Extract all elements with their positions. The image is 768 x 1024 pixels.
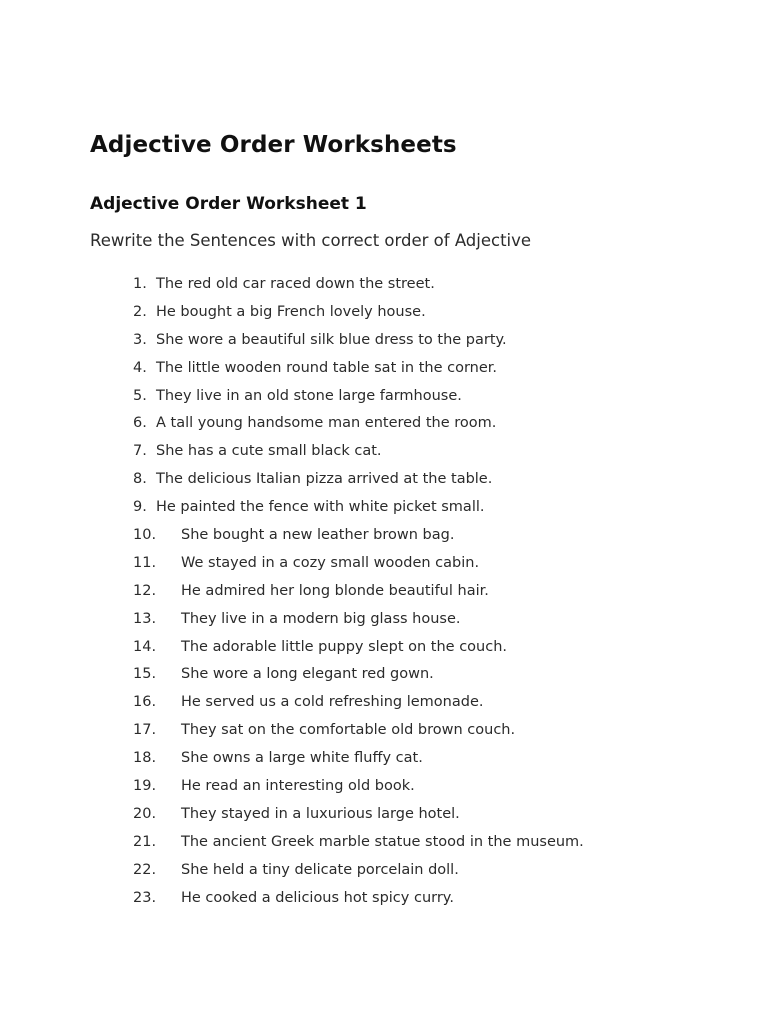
list-item [0, 525, 768, 553]
item-number: 20. [133, 805, 157, 822]
item-number: 11. [133, 554, 157, 571]
list-item [0, 386, 768, 414]
item-number: 14. [133, 638, 157, 655]
list-item [0, 274, 768, 302]
sentence-list [0, 274, 768, 915]
item-number: 19. [133, 778, 157, 795]
item-text: She held a tiny delicate porcelain doll. [181, 861, 459, 878]
list-item [0, 664, 768, 692]
item-number: 13. [133, 610, 157, 627]
item-text: We stayed in a cozy small wooden cabin. [181, 554, 480, 571]
item-text: They stayed in a luxurious large hotel. [181, 805, 460, 822]
page-title: Adjective Order Worksheets [90, 132, 457, 158]
item-number: 8. [133, 471, 147, 488]
list-item [0, 637, 768, 665]
list-item [0, 553, 768, 581]
item-text: The ancient Greek marble statue stood in the museum. [181, 833, 584, 850]
item-number: 23. [133, 889, 157, 906]
item-text: She bought a new leather brown bag. [181, 527, 455, 544]
item-text: He bought a big French lovely house. [156, 303, 426, 320]
item-number: 9. [133, 499, 147, 516]
item-text: The red old car raced down the street. [156, 276, 435, 292]
item-text: They live in a modern big glass house. [181, 610, 461, 627]
item-text: He admired her long blonde beautiful hair. [181, 582, 489, 599]
list-item [0, 469, 768, 497]
item-text: The delicious Italian pizza arrived at the table. [156, 471, 493, 488]
list-item [0, 441, 768, 469]
list-item [0, 804, 768, 832]
list-item [0, 497, 768, 525]
list-item [0, 832, 768, 860]
item-number: 22. [133, 861, 157, 878]
list-item [0, 581, 768, 609]
item-text: He painted the fence with white picket small. [156, 499, 485, 516]
item-number: 17. [133, 722, 157, 739]
item-number: 1. [133, 276, 147, 292]
item-text: He served us a cold refreshing lemonade. [181, 694, 484, 711]
item-number: 2. [133, 303, 147, 320]
instructions-text: Rewrite the Sentences with correct order of Adjective [90, 231, 532, 250]
item-text: She wore a beautiful silk blue dress to the party. [156, 331, 507, 348]
list-item [0, 888, 768, 916]
item-number: 16. [133, 694, 157, 711]
list-item [0, 860, 768, 888]
item-text: A tall young handsome man entered the room. [156, 415, 497, 432]
list-item [0, 358, 768, 386]
item-number: 10. [133, 527, 157, 544]
item-text: They sat on the comfortable old brown couch. [181, 722, 516, 739]
item-text: The little wooden round table sat in the corner. [156, 359, 497, 376]
item-text: She has a cute small black cat. [156, 443, 382, 460]
list-item [0, 692, 768, 720]
item-text: She owns a large white fluffy cat. [181, 750, 423, 767]
list-item [0, 748, 768, 776]
item-text: He read an interesting old book. [181, 778, 415, 795]
item-text: They live in an old stone large farmhouse. [156, 387, 462, 404]
item-text: She wore a long elegant red gown. [181, 666, 434, 683]
list-item [0, 720, 768, 748]
item-number: 6. [133, 415, 147, 432]
list-item [0, 413, 768, 441]
list-item [0, 330, 768, 358]
item-number: 12. [133, 582, 157, 599]
item-number: 4. [133, 359, 147, 376]
item-number: 7. [133, 443, 147, 460]
list-item [0, 609, 768, 637]
item-text: He cooked a delicious hot spicy curry. [181, 889, 454, 906]
list-item [0, 302, 768, 330]
item-number: 21. [133, 833, 157, 850]
item-number: 3. [133, 331, 147, 348]
worksheet-heading: Adjective Order Worksheet 1 [90, 194, 367, 214]
item-number: 15. [133, 666, 157, 683]
list-item [0, 776, 768, 804]
item-text: The adorable little puppy slept on the couch. [181, 638, 508, 655]
item-number: 5. [133, 387, 147, 404]
item-number: 18. [133, 750, 157, 767]
